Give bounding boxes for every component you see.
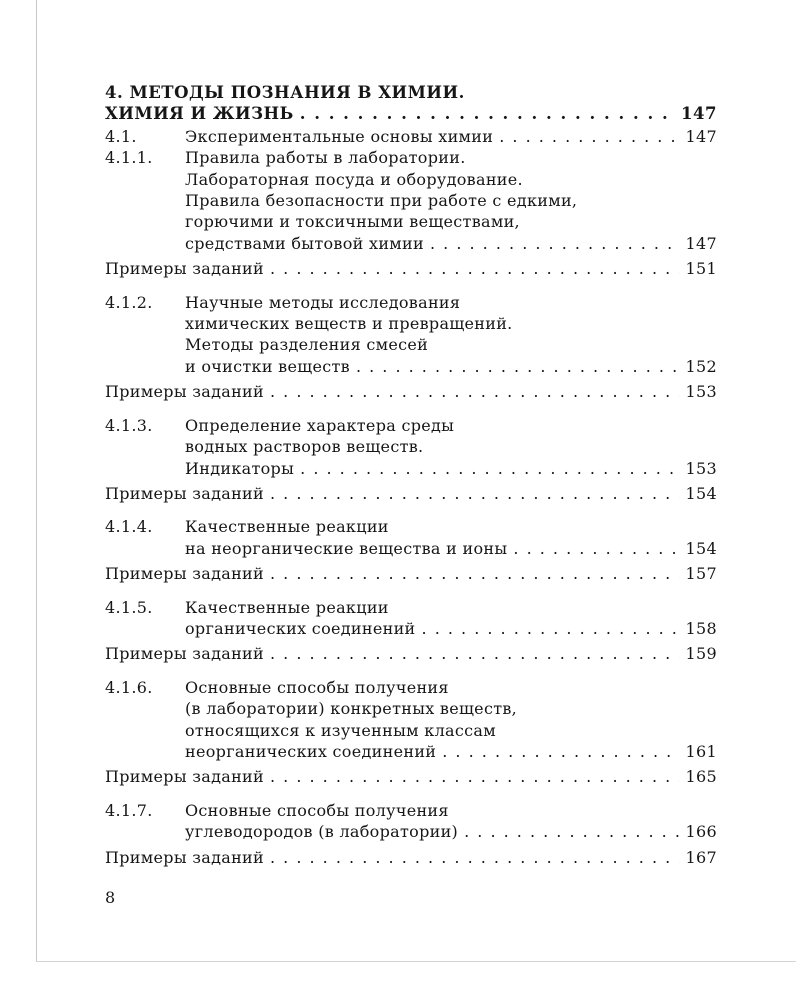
dot-leader	[270, 563, 680, 584]
toc-entry-body	[105, 847, 717, 868]
toc-entry-line	[185, 741, 717, 762]
toc-entry-body	[105, 563, 717, 584]
toc-entry-line: горючими и токсичными веществами,	[185, 212, 520, 232]
toc-page-number: 157	[685, 564, 717, 584]
dot-leader	[270, 847, 680, 868]
toc-entry	[105, 516, 717, 559]
dot-leader	[270, 381, 680, 402]
toc-entry-line: Основные способы получения	[185, 800, 449, 820]
table-of-contents	[105, 82, 717, 880]
toc-entry	[105, 258, 717, 279]
toc-entry	[105, 292, 717, 378]
toc-page-number: 147	[685, 126, 717, 146]
toc-page-number: 167	[685, 847, 717, 867]
dot-leader	[300, 458, 679, 479]
dot-leader	[270, 766, 680, 787]
toc-entry-body	[185, 126, 717, 147]
chapter-heading	[105, 82, 717, 125]
toc-entry	[105, 800, 717, 843]
toc-entry-text: неорганических соединений	[185, 741, 437, 761]
chapter-heading-line2	[105, 103, 717, 124]
dot-leader	[499, 126, 679, 147]
dot-leader	[300, 103, 675, 124]
toc-entry-body	[185, 516, 717, 559]
toc-entries	[105, 126, 717, 868]
toc-entry-body	[185, 292, 717, 378]
toc-entry-body	[185, 597, 717, 640]
toc-entry-text: углеводородов (в лаборатории)	[185, 822, 459, 842]
toc-entry-number: 4.1.7.	[105, 800, 153, 820]
toc-entry-number: 4.1.4.	[105, 517, 153, 537]
dot-leader	[270, 643, 680, 664]
toc-entry-line: Правила работы в лаборатории.	[185, 148, 466, 168]
toc-entry-body	[185, 415, 717, 479]
dot-leader	[356, 356, 680, 377]
toc-page-number: 152	[685, 356, 717, 376]
toc-entry-line	[185, 458, 717, 479]
toc-page-number: 147	[685, 233, 717, 253]
toc-entry-line	[185, 126, 717, 147]
toc-entry	[105, 381, 717, 402]
dot-leader	[270, 258, 680, 279]
toc-entry-line	[105, 483, 717, 504]
toc-entry-text: Примеры заданий	[105, 847, 264, 867]
toc-entry-line: Методы разделения смесей	[185, 335, 429, 355]
toc-page-number: 153	[685, 458, 717, 478]
toc-entry-text: средствами бытовой химии	[185, 233, 424, 253]
toc-entry	[105, 597, 717, 640]
toc-entry-line: Качественные реакции	[185, 517, 389, 537]
toc-entry-number: 4.1.6.	[105, 677, 153, 697]
toc-entry-text: Примеры заданий	[105, 644, 264, 664]
chapter-heading-line1: 4. МЕТОДЫ ПОЗНАНИЯ В ХИМИИ.	[105, 83, 465, 102]
toc-entry	[105, 766, 717, 787]
toc-entry-body	[105, 258, 717, 279]
toc-entry	[105, 677, 717, 763]
chapter-heading-text: ХИМИЯ И ЖИЗНЬ	[105, 104, 294, 124]
dot-leader	[430, 233, 680, 254]
toc-entry-body	[185, 147, 717, 254]
toc-entry-text: на неорганические вещества и ионы	[185, 538, 508, 558]
toc-entry-line	[185, 618, 717, 639]
toc-entry	[105, 563, 717, 584]
toc-entry	[105, 483, 717, 504]
dot-leader	[422, 618, 680, 639]
toc-entry-line	[105, 847, 717, 868]
toc-entry-line	[105, 258, 717, 279]
toc-entry-text: Экспериментальные основы химии	[185, 126, 494, 146]
page-number-footer: 8	[105, 888, 116, 907]
toc-entry-line: Научные методы исследования	[185, 292, 461, 312]
toc-entry-number: 4.1.3.	[105, 415, 153, 435]
toc-entry-line: Качественные реакции	[185, 597, 389, 617]
dot-leader	[464, 821, 679, 842]
toc-entry-line	[105, 766, 717, 787]
toc-entry-text: органических соединений	[185, 618, 416, 638]
toc-page-number: 151	[685, 259, 717, 279]
toc-entry-line	[185, 356, 717, 377]
toc-entry-body	[105, 766, 717, 787]
toc-entry	[105, 847, 717, 868]
toc-entry-line: химических веществ и превращений.	[185, 314, 513, 334]
toc-entry-line: (в лаборатории) конкретных веществ,	[185, 699, 518, 719]
toc-entry-line	[105, 643, 717, 664]
toc-entry-line	[185, 821, 717, 842]
toc-entry-line	[105, 563, 717, 584]
toc-entry-body	[185, 800, 717, 843]
toc-entry-number: 4.1.	[105, 126, 137, 146]
page-edge-bottom-line	[36, 961, 796, 962]
dot-leader	[442, 741, 679, 762]
toc-page-number: 161	[685, 741, 717, 761]
toc-page-number: 159	[685, 644, 717, 664]
toc-entry-line: Правила безопасности при работе с едкими,	[185, 191, 578, 211]
toc-entry-number: 4.1.1.	[105, 148, 153, 168]
toc-entry-number: 4.1.5.	[105, 597, 153, 617]
toc-entry-line: Определение характера среды	[185, 415, 455, 435]
toc-entry-line: относящихся к изученным классам	[185, 720, 496, 740]
toc-entry-text: Примеры заданий	[105, 259, 264, 279]
toc-page-number: 166	[685, 822, 717, 842]
toc-entry-body	[105, 483, 717, 504]
toc-entry-line	[185, 538, 717, 559]
toc-entry	[105, 415, 717, 479]
toc-page-number: 165	[685, 767, 717, 787]
toc-page-number: 147	[681, 104, 717, 124]
toc-entry-line: водных растворов веществ.	[185, 437, 424, 457]
toc-entry-number: 4.1.2.	[105, 292, 153, 312]
dot-leader	[513, 538, 679, 559]
toc-entry-text: Примеры заданий	[105, 564, 264, 584]
toc-page-number: 158	[685, 618, 717, 638]
toc-entry-body	[105, 643, 717, 664]
toc-entry-line	[105, 381, 717, 402]
toc-entry-line: Лабораторная посуда и оборудование.	[185, 169, 523, 189]
toc-page-number: 154	[685, 483, 717, 503]
toc-entry-line	[185, 233, 717, 254]
toc-entry-text: и очистки веществ	[185, 356, 350, 376]
page-edge-left-line	[36, 0, 37, 962]
toc-entry	[105, 126, 717, 147]
toc-entry-text: Примеры заданий	[105, 382, 264, 402]
toc-page-number: 154	[685, 538, 717, 558]
toc-entry-body	[105, 381, 717, 402]
toc-entry-body	[185, 677, 717, 763]
toc-page-number: 153	[685, 382, 717, 402]
toc-entry	[105, 643, 717, 664]
toc-entry-text: Примеры заданий	[105, 767, 264, 787]
toc-entry-text: Примеры заданий	[105, 483, 264, 503]
toc-entry	[105, 147, 717, 254]
dot-leader	[270, 483, 680, 504]
toc-entry-text: Индикаторы	[185, 458, 295, 478]
toc-entry-line: Основные способы получения	[185, 677, 449, 697]
